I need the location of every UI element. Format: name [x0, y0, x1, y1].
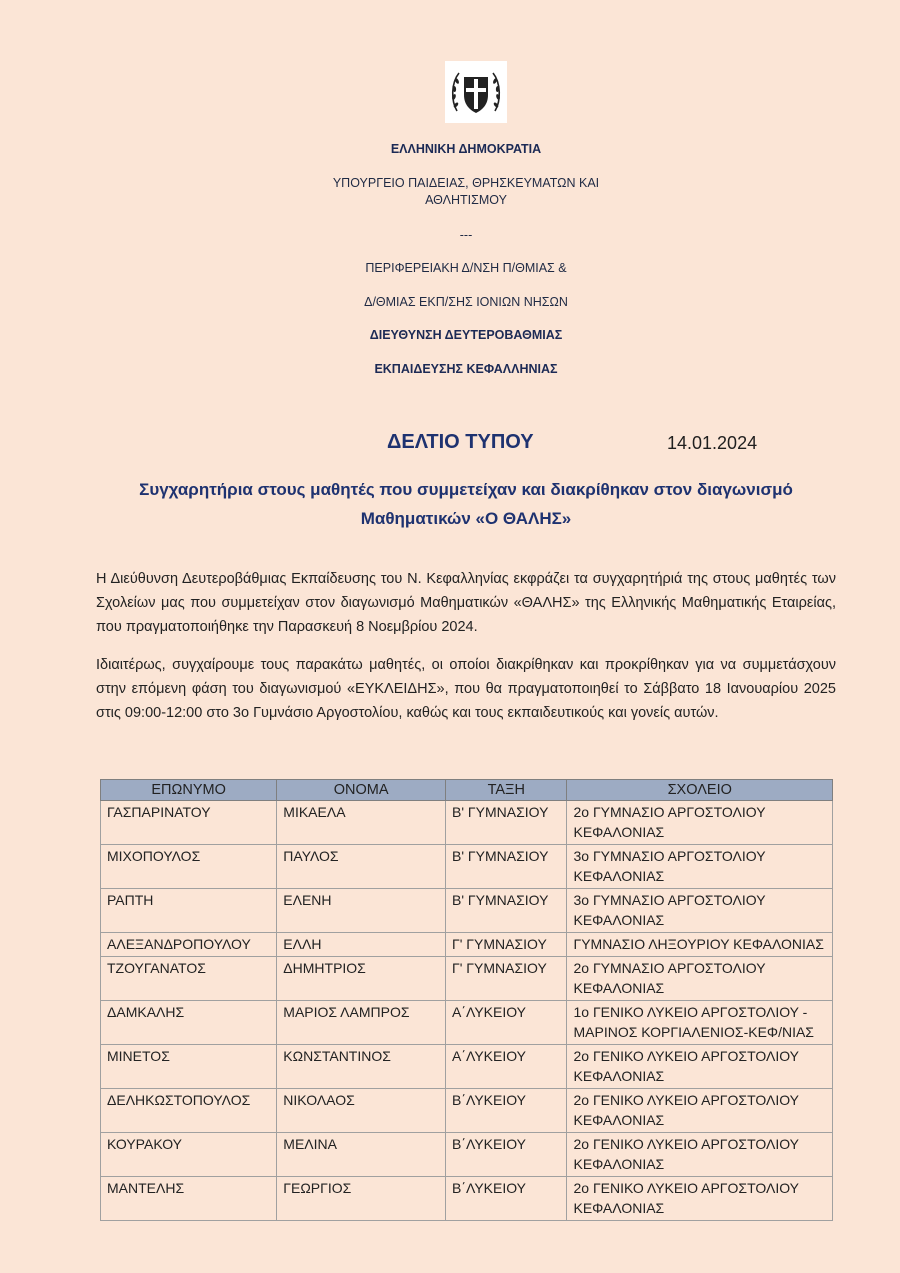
cell-school: 1ο ΓΕΝΙΚΟ ΛΥΚΕΙΟ ΑΡΓΟΣΤΟΛΙΟΥ - ΜΑΡΙΝΟΣ ΚΟΡΓΙΑΛΕΝΙΟΣ-ΚΕΦ/ΝΙΑΣ	[567, 1001, 833, 1045]
cell-class: Γ' ΓΥΜΝΑΣΙΟΥ	[446, 933, 567, 957]
cell-surname: ΔΕΛΗΚΩΣΤΟΠΟΥΛΟΣ	[101, 1089, 277, 1133]
region-line-1: ΠΕΡΙΦΕΡΕΙΑΚΗ Δ/ΝΣΗ Π/ΘΜΙΑΣ &	[365, 261, 567, 275]
table-row	[101, 1177, 833, 1221]
cell-name: ΕΛΛΗ	[277, 933, 446, 957]
cell-name: ΜΙΚΑΕΛΑ	[277, 801, 446, 845]
ministry-line-2: ΑΘΛΗΤΙΣΜΟΥ	[425, 193, 507, 207]
table-row	[101, 1001, 833, 1045]
cell-name: ΜΕΛΙΝΑ	[277, 1133, 446, 1177]
table-row	[101, 801, 833, 845]
cell-name: ΚΩΝΣΤΑΝΤΙΝΟΣ	[277, 1045, 446, 1089]
cell-surname: ΜΙΝΕΤΟΣ	[101, 1045, 277, 1089]
cell-school: 2ο ΓΥΜΝΑΣΙΟ ΑΡΓΟΣΤΟΛΙΟΥ ΚΕΦΑΛΟΝΙΑΣ	[567, 801, 833, 845]
column-header-school: ΣΧΟΛΕΙΟ	[567, 780, 833, 801]
table-row	[101, 933, 833, 957]
cell-name: ΜΑΡΙΟΣ ΛΑΜΠΡΟΣ	[277, 1001, 446, 1045]
press-release-date: 14.01.2024	[667, 433, 758, 453]
table-row	[101, 1045, 833, 1089]
greek-coat-of-arms-icon	[445, 61, 507, 123]
column-header-class: ΤΑΞΗ	[446, 780, 567, 801]
results-table	[100, 779, 833, 1221]
cell-school: 2ο ΓΕΝΙΚΟ ΛΥΚΕΙΟ ΑΡΓΟΣΤΟΛΙΟΥ ΚΕΦΑΛΟΝΙΑΣ	[567, 1045, 833, 1089]
cell-school: 2ο ΓΕΝΙΚΟ ΛΥΚΕΙΟ ΑΡΓΟΣΤΟΛΙΟΥ ΚΕΦΑΛΟΝΙΑΣ	[567, 1133, 833, 1177]
cell-class: Β' ΓΥΜΝΑΣΙΟΥ	[446, 845, 567, 889]
headline-line-1: Συγχαρητήρια στους μαθητές που συμμετείχαν και διακρίθηκαν στον διαγωνισμό	[139, 480, 793, 499]
cell-surname: ΡΑΠΤΗ	[101, 889, 277, 933]
ministry-line-1: ΥΠΟΥΡΓΕΙΟ ΠΑΙΔΕΙΑΣ, ΘΡΗΣΚΕΥΜΑΤΩΝ ΚΑΙ	[332, 176, 600, 190]
cell-name: ΕΛΕΝΗ	[277, 889, 446, 933]
column-header-name: ΟΝΟΜΑ	[277, 780, 446, 801]
directorate-line-2: ΕΚΠΑΙΔΕΥΣΗΣ ΚΕΦΑΛΛΗΝΙΑΣ	[374, 362, 558, 376]
cell-school: 2ο ΓΕΝΙΚΟ ΛΥΚΕΙΟ ΑΡΓΟΣΤΟΛΙΟΥ ΚΕΦΑΛΟΝΙΑΣ	[567, 1089, 833, 1133]
press-release-title: ΔΕΛΤΙΟ ΤΥΠΟΥ	[387, 431, 534, 453]
cell-class: Β΄ΛΥΚΕΙΟΥ	[446, 1133, 567, 1177]
column-header-surname: ΕΠΩΝΥΜΟ	[101, 780, 277, 801]
header-separator: ---	[459, 228, 473, 242]
headline-line-2: Μαθηματικών «Ο ΘΑΛΗΣ»	[360, 509, 572, 528]
cell-surname: ΚΟΥΡΑΚΟΥ	[101, 1133, 277, 1177]
cell-name: ΠΑΥΛΟΣ	[277, 845, 446, 889]
region-line-2: Δ/ΘΜΙΑΣ ΕΚΠ/ΣΗΣ ΙΟΝΙΩΝ ΝΗΣΩΝ	[364, 295, 568, 309]
results-table-header	[101, 780, 833, 801]
cell-school: 3ο ΓΥΜΝΑΣΙΟ ΑΡΓΟΣΤΟΛΙΟΥ ΚΕΦΑΛΟΝΙΑΣ	[567, 845, 833, 889]
cell-class: Γ' ΓΥΜΝΑΣΙΟΥ	[446, 957, 567, 1001]
republic-heading: ΕΛΛΗΝΙΚΗ ΔΗΜΟΚΡΑΤΙΑ	[390, 142, 542, 156]
cell-surname: ΑΛΕΞΑΝΔΡΟΠΟΥΛΟΥ	[101, 933, 277, 957]
table-row	[101, 1089, 833, 1133]
headline	[60, 475, 872, 533]
paragraph-qualified: Ιδιαιτέρως, συγχαίρουμε τους παρακάτω μαθητές, οι οποίοι διακρίθηκαν και προκρίθηκαν για να συμμετάσχουν στην επόμενη φάση του διαγωνισμού «ΕΥΚΛΕΙΔΗΣ», που θα πραγματοποιηθεί το Σάββατο 18 Ιανουαρίου 2025 στις 09:00-12:00 στο 3ο Γυμνάσιο Αργοστολίου, καθώς και τους εκπαιδευτικούς και γονείς αυτών.	[96, 657, 836, 721]
paragraph-congratulations: Η Διεύθυνση Δευτεροβάθμιας Εκπαίδευσης του Ν. Κεφαλληνίας εκφράζει τα συγχαρητήριά της στους μαθητές των Σχολείων μας που συμμετείχαν στον διαγωνισμό Μαθηματικών «ΘΑΛΗΣ» της Ελληνικής Μαθηματικής Εταιρείας, που πραγματοποιήθηκε την Παρασκευή 8 Νοεμβρίου 2024.	[96, 571, 836, 635]
table-row	[101, 1133, 833, 1177]
cell-name: ΔΗΜΗΤΡΙΟΣ	[277, 957, 446, 1001]
table-row	[101, 845, 833, 889]
directorate-line-1: ΔΙΕΥΘΥΝΣΗ ΔΕΥΤΕΡΟΒΑΘΜΙΑΣ	[369, 328, 563, 342]
cell-surname: ΜΑΝΤΕΛΗΣ	[101, 1177, 277, 1221]
cell-surname: ΓΑΣΠΑΡΙΝΑΤΟΥ	[101, 801, 277, 845]
cell-school: 2ο ΓΕΝΙΚΟ ΛΥΚΕΙΟ ΑΡΓΟΣΤΟΛΙΟΥ ΚΕΦΑΛΟΝΙΑΣ	[567, 1177, 833, 1221]
cell-school: ΓΥΜΝΑΣΙΟ ΛΗΞΟΥΡΙΟΥ ΚΕΦΑΛΟΝΙΑΣ	[567, 933, 833, 957]
cell-name: ΝΙΚΟΛΑΟΣ	[277, 1089, 446, 1133]
results-table-body	[101, 801, 833, 1221]
cell-surname: ΤΖΟΥΓΑΝΑΤΟΣ	[101, 957, 277, 1001]
cell-school: 3ο ΓΥΜΝΑΣΙΟ ΑΡΓΟΣΤΟΛΙΟΥ ΚΕΦΑΛΟΝΙΑΣ	[567, 889, 833, 933]
cell-class: Α΄ΛΥΚΕΙΟΥ	[446, 1001, 567, 1045]
cell-class: Β΄ΛΥΚΕΙΟΥ	[446, 1089, 567, 1133]
table-row	[101, 957, 833, 1001]
cell-class: Α΄ΛΥΚΕΙΟΥ	[446, 1045, 567, 1089]
cell-class: Β΄ΛΥΚΕΙΟΥ	[446, 1177, 567, 1221]
cell-name: ΓΕΩΡΓΙΟΣ	[277, 1177, 446, 1221]
cell-surname: ΜΙΧΟΠΟΥΛΟΣ	[101, 845, 277, 889]
cell-class: Β' ΓΥΜΝΑΣΙΟΥ	[446, 889, 567, 933]
table-row	[101, 889, 833, 933]
cell-surname: ΔΑΜΚΑΛΗΣ	[101, 1001, 277, 1045]
cell-class: Β' ΓΥΜΝΑΣΙΟΥ	[446, 801, 567, 845]
cell-school: 2ο ΓΥΜΝΑΣΙΟ ΑΡΓΟΣΤΟΛΙΟΥ ΚΕΦΑΛΟΝΙΑΣ	[567, 957, 833, 1001]
